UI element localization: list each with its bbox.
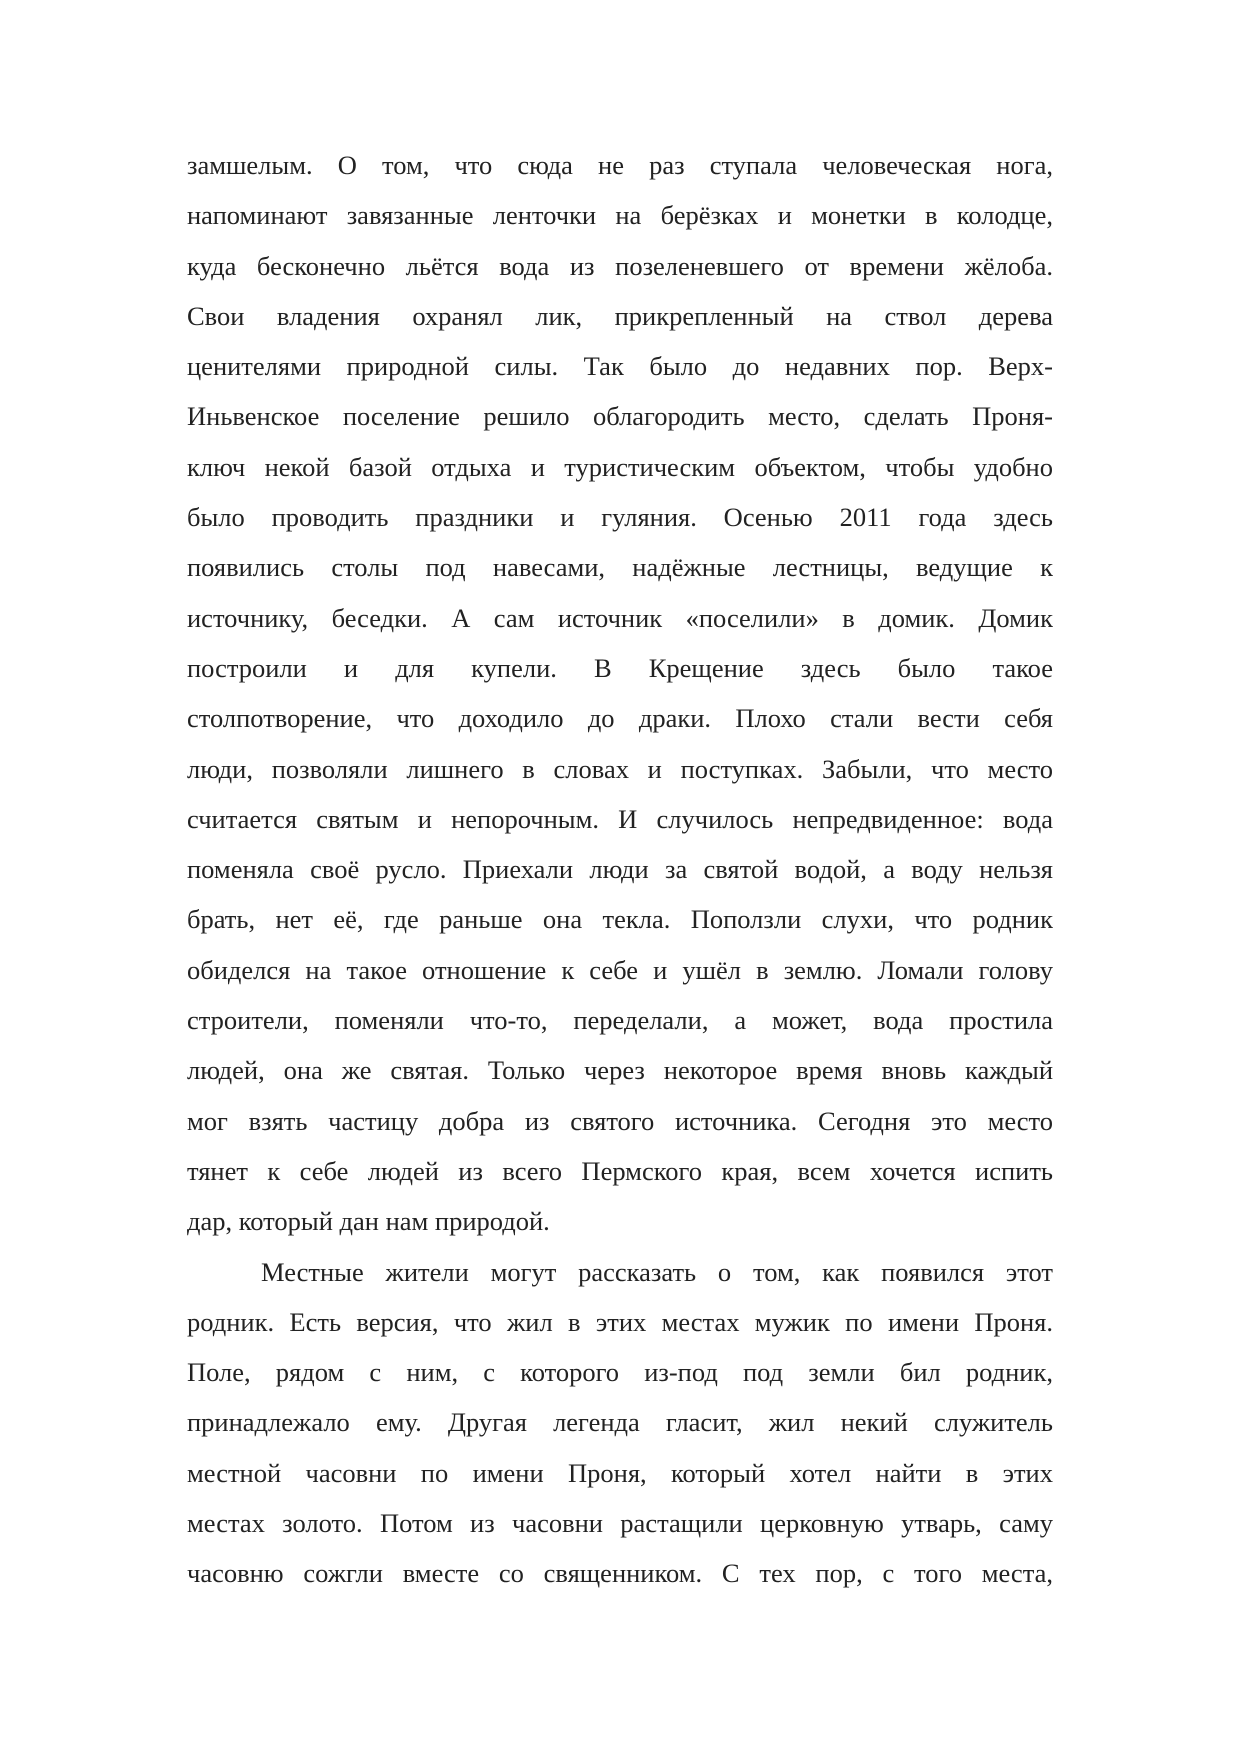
- text-line: часовню сожгли вместе со священником. С тех пор, с того места,: [187, 1558, 1053, 1589]
- text-line: мог взять частицу добра из святого источника. Сегодня это место: [187, 1105, 1053, 1136]
- paragraph-1: [187, 148, 1053, 1255]
- text-line: людей, она же святая. Только через некоторое время вновь каждый: [187, 1055, 1053, 1086]
- paragraph-2: [187, 1255, 1053, 1607]
- document-body: [187, 148, 1053, 1607]
- text-line: напоминают завязанные ленточки на берёзках и монетки в колодце,: [187, 200, 1053, 231]
- text-line: замшелым. О том, что сюда не раз ступала человеческая нога,: [187, 150, 1053, 180]
- text-line: поменяла своё русло. Приехали люди за святой водой, а воду нельзя: [187, 854, 1053, 885]
- text-line: источнику, беседки. А сам источник «поселили» в домик. Домик: [187, 602, 1053, 633]
- text-line: считается святым и непорочным. И случилось непредвиденное: вода: [187, 803, 1053, 834]
- text-line: столпотворение, что доходило до драки. Плохо стали вести себя: [187, 703, 1053, 734]
- text-line: построили и для купели. В Крещение здесь было такое: [187, 652, 1053, 683]
- text-line: появились столы под навесами, надёжные лестницы, ведущие к: [187, 552, 1053, 583]
- text-line: Поле, рядом с ним, с которого из-под под земли бил родник,: [187, 1357, 1053, 1388]
- text-line: куда бесконечно льётся вода из позеленевшего от времени жёлоба.: [187, 250, 1053, 281]
- text-line: ключ некой базой отдыха и туристическим объектом, чтобы удобно: [187, 451, 1053, 482]
- text-line: тянет к себе людей из всего Пермского края, всем хочется испить: [187, 1155, 1053, 1186]
- text-line: родник. Есть версия, что жил в этих местах мужик по имени Проня.: [187, 1306, 1053, 1337]
- text-line: Иньвенское поселение решило облагородить место, сделать Проня-: [187, 401, 1053, 432]
- text-line: Свои владения охранял лик, прикрепленный на ствол дерева: [187, 300, 1053, 331]
- text-line: местах золото. Потом из часовни растащили церковную утварь, саму: [187, 1508, 1053, 1539]
- text-line: Местные жители могут рассказать о том, как появился этот: [261, 1256, 1053, 1287]
- text-line: люди, позволяли лишнего в словах и поступках. Забыли, что место: [187, 753, 1053, 784]
- text-line: ценителями природной силы. Так было до недавних пор. Верх-: [187, 351, 1053, 382]
- text-line: местной часовни по имени Проня, который хотел найти в этих: [187, 1457, 1053, 1488]
- text-line: обиделся на такое отношение к себе и ушёл в землю. Ломали голову: [187, 954, 1053, 985]
- text-line: принадлежало ему. Другая легенда гласит, жил некий служитель: [187, 1407, 1053, 1438]
- text-line: дар, который дан нам природой.: [187, 1206, 550, 1237]
- text-line: было проводить праздники и гуляния. Осенью 2011 года здесь: [187, 502, 1053, 533]
- text-line: брать, нет её, где раньше она текла. Поползли слухи, что родник: [187, 904, 1053, 935]
- text-line: строители, поменяли что-то, переделали, а может, вода простила: [187, 1005, 1053, 1036]
